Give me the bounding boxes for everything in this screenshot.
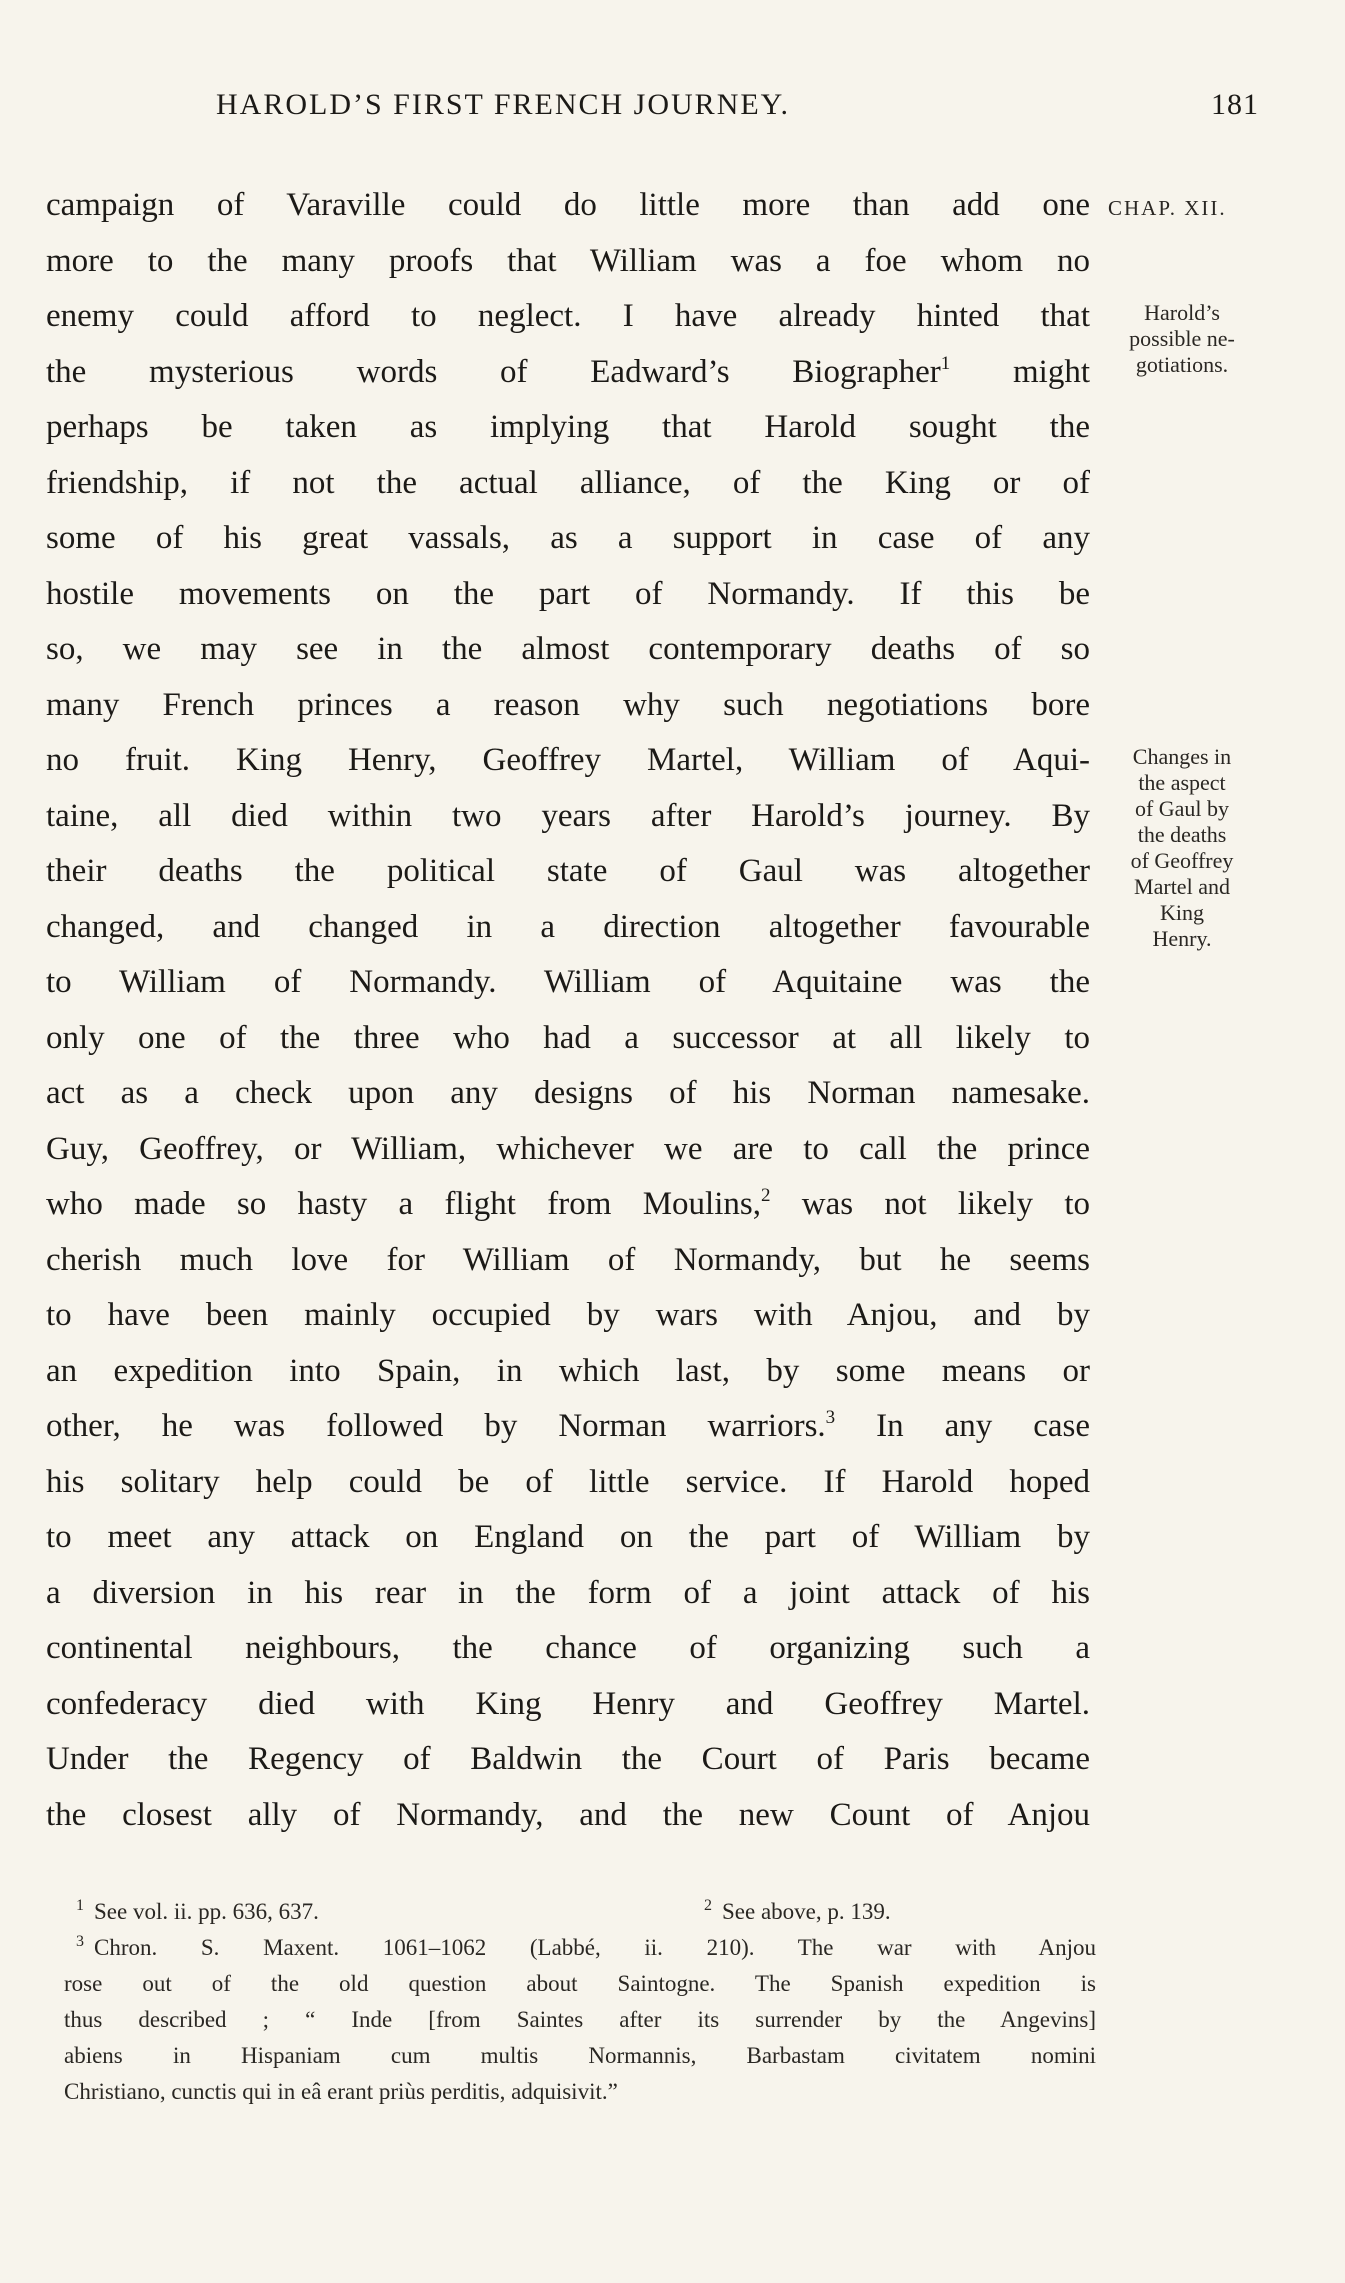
footnote-line: abiens in Hispaniam cum multis Normannis, Barbastam civitatem nomini	[64, 2043, 1096, 2068]
margin-note-line: of Gaul by	[1134, 796, 1230, 821]
text-line: a diversion in his rear in the form of a joint attack of his	[46, 1574, 1090, 1611]
footnote-1	[76, 1888, 319, 1930]
footnote-2	[704, 1888, 891, 1930]
footnote-3	[64, 1924, 1096, 1966]
text-segment: In any case	[876, 1408, 1090, 1444]
footnote-number: 3	[76, 1933, 84, 1950]
margin-note-line: Martel and	[1134, 874, 1230, 899]
margin-note-harolds-negotiations	[1102, 300, 1262, 378]
text-segment: other, he was followed by Norman warriors.	[46, 1408, 826, 1444]
text-line: perhaps be taken as implying that Harold sought the	[46, 409, 1090, 445]
text-line: some of his great vassals, as a support in case of any	[46, 520, 1090, 556]
margin-note-line: Harold’s	[1144, 300, 1220, 325]
running-title: HAROLD’S FIRST FRENCH JOURNEY.	[216, 88, 790, 121]
text-line: so, we may see in the almost contemporary deaths of so	[46, 631, 1090, 667]
footnote-text: See above, p. 139.	[722, 1899, 891, 1924]
footnote-text: See vol. ii. pp. 636, 637.	[94, 1899, 319, 1924]
text-line: more to the many proofs that William was a foe whom no	[46, 242, 1090, 279]
margin-note-line: gotiations.	[1135, 352, 1229, 377]
footnotes	[64, 1888, 1096, 2110]
text-line: to meet any attack on England on the part of William by	[46, 1519, 1090, 1555]
margin-note-line: King	[1160, 900, 1204, 925]
text-line: enemy could afford to neglect. I have already hinted that	[46, 298, 1090, 334]
text-line: to have been mainly occupied by wars with Anjou, and by	[46, 1297, 1090, 1333]
text-line: hostile movements on the part of Normandy. If this be	[46, 575, 1090, 612]
footnote-ref-2[interactable]: 2	[760, 1185, 771, 1206]
text-segment: the mysterious words of Eadward’s Biographer	[46, 353, 941, 390]
text-line: continental neighbours, the chance of organizing such a	[46, 1630, 1090, 1666]
margin-note-changes-in-gaul	[1102, 744, 1262, 952]
margin-chapter-label: CHAP. XII.	[1108, 196, 1227, 220]
margin-note-line: Henry.	[1152, 926, 1212, 951]
margin-note-line: possible ne-	[1129, 326, 1235, 351]
margin-note-line: Changes in	[1132, 744, 1232, 769]
footnote-line: thus described ; “ Inde [from Saintes after its surrender by the Angevins]	[64, 2007, 1096, 2032]
text-line: confederacy died with King Henry and Geoffrey Martel.	[46, 1685, 1090, 1722]
text-line: to William of Normandy. William of Aquitaine was the	[46, 964, 1090, 1000]
footnote-number: 2	[704, 1897, 712, 1914]
text-line	[46, 1399, 1090, 1455]
text-line: no fruit. King Henry, Geoffrey Martel, William of Aqui-	[46, 742, 1090, 778]
text-line: campaign of Varaville could do little more than add one	[46, 187, 1090, 223]
page-number: 181	[1211, 88, 1259, 121]
margin-note-line: of Geoffrey	[1130, 848, 1234, 873]
main-text	[46, 178, 1090, 1843]
footnote-text: Chron. S. Maxent. 1061–1062 (Labbé, ii. 210). The war with Anjou	[94, 1935, 1096, 1960]
footnote-ref-3[interactable]: 3	[825, 1407, 836, 1428]
text-line: cherish much love for William of Normandy, but he seems	[46, 1241, 1090, 1278]
text-line: changed, and changed in a direction altogether favourable	[46, 908, 1090, 945]
margin-note-line: the deaths	[1137, 822, 1227, 847]
text-segment: who made so hasty a flight from Moulins,	[46, 1186, 761, 1222]
running-header	[44, 88, 1259, 132]
text-line: Guy, Geoffrey, or William, whichever we are to call the prince	[46, 1130, 1090, 1167]
text-line: many French princes a reason why such negotiations bore	[46, 686, 1090, 723]
text-line: only one of the three who had a successor at all likely to	[46, 1019, 1090, 1056]
footnote-row-1-2	[64, 1888, 1096, 1924]
margin-note-line: the aspect	[1138, 770, 1226, 795]
text-segment: might	[1013, 353, 1091, 390]
text-line: Under the Regency of Baldwin the Court of Paris became	[46, 1741, 1090, 1777]
text-segment: was not likely to	[801, 1186, 1091, 1222]
text-line: act as a check upon any designs of his Norman namesake.	[46, 1075, 1090, 1111]
text-line	[46, 345, 1090, 401]
footnote-line: Christiano, cunctis qui in eâ erant priùs perditis, adquisivit.”	[64, 2079, 618, 2104]
text-line: taine, all died within two years after Harold’s journey. By	[46, 797, 1090, 834]
text-line: the closest ally of Normandy, and the new Count of Anjou	[46, 1796, 1090, 1833]
footnote-line: rose out of the old question about Saintogne. The Spanish expedition is	[64, 1971, 1096, 1996]
text-line: his solitary help could be of little service. If Harold hoped	[46, 1463, 1090, 1500]
text-line: friendship, if not the actual alliance, of the King or of	[46, 464, 1090, 501]
footnote-ref-1[interactable]: 1	[940, 352, 951, 374]
footnote-number: 1	[76, 1897, 84, 1914]
text-line: their deaths the political state of Gaul was altogether	[46, 853, 1090, 889]
text-line: an expedition into Spain, in which last, by some means or	[46, 1352, 1090, 1389]
text-line	[46, 1177, 1090, 1233]
